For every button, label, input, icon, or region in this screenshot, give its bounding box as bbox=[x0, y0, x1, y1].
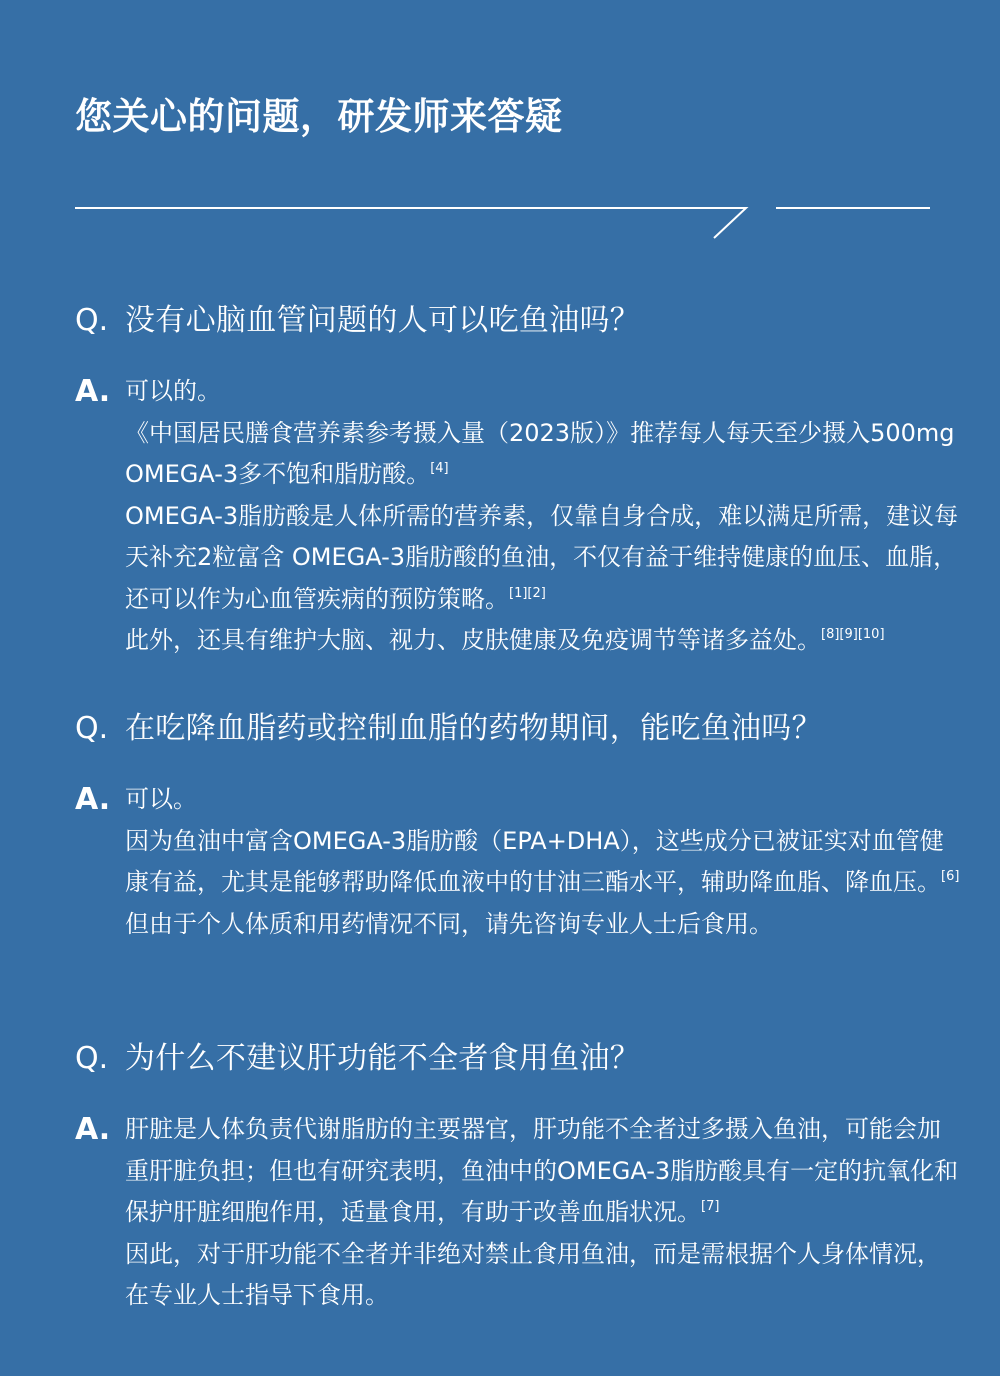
answer-paragraph: 可以。 bbox=[125, 785, 197, 813]
qa-item bbox=[75, 707, 975, 945]
question bbox=[75, 1037, 975, 1081]
question bbox=[75, 707, 975, 751]
question-text: 为什么不建议肝功能不全者食用鱼油？ bbox=[125, 1041, 641, 1076]
answer-paragraph: OMEGA-3脂肪酸是人体所需的营养素，仅靠自身合成，难以满足所需，建议每天补充2粒富含 OMEGA-3脂肪酸的鱼油，不仅有益于维持健康的血压、血脂，还可以作为心血管疾病的预防策略。[1][2] bbox=[125, 501, 959, 613]
answer-paragraph: 肝脏是人体负责代谢脂肪的主要器官，肝功能不全者过多摄入鱼油，可能会加重肝脏负担；但也有研究表明，鱼油中的OMEGA-3脂肪酸具有一定的抗氧化和保护肝脏细胞作用，适量食用，有助于改善血脂状况。[7] bbox=[125, 1115, 959, 1226]
answer bbox=[75, 371, 975, 662]
question-text: 在吃降血脂药或控制血脂的药物期间，能吃鱼油吗？ bbox=[125, 711, 822, 746]
question bbox=[75, 299, 975, 343]
answer bbox=[75, 779, 975, 945]
a-marker: A. bbox=[75, 374, 111, 409]
q-marker: Q. bbox=[75, 303, 109, 338]
citation: [4] bbox=[430, 461, 449, 476]
a-marker: A. bbox=[75, 1112, 111, 1147]
answer-body bbox=[125, 1109, 960, 1317]
citation: [7] bbox=[701, 1199, 720, 1214]
answer-body bbox=[125, 371, 960, 662]
question-text: 没有心脑血管问题的人可以吃鱼油吗？ bbox=[125, 303, 641, 338]
answer-paragraph: 可以的。 bbox=[125, 377, 221, 405]
answer-body bbox=[125, 779, 960, 945]
citation: [8][9][10] bbox=[821, 627, 885, 642]
answer-paragraph: 因此，对于肝功能不全者并非绝对禁止食用鱼油，而是需根据个人身体情况，在专业人士指导下食用。 bbox=[125, 1239, 941, 1309]
citation: [1][2] bbox=[509, 585, 546, 601]
qa-item bbox=[75, 299, 975, 662]
answer bbox=[75, 1109, 975, 1317]
answer-paragraph: 《中国居民膳食营养素参考摄入量（2023版）》推荐每人每天至少摄入500mg OMEGA-3多不饱和脂肪酸。[4] bbox=[125, 418, 955, 488]
page-title: 您关心的问题，研发师来答疑 bbox=[75, 95, 563, 138]
q-marker: Q. bbox=[75, 1041, 109, 1076]
answer-paragraph: 此外，还具有维护大脑、视力、皮肤健康及免疫调节等诸多益处。[8][9][10] bbox=[125, 626, 885, 654]
citation: [6] bbox=[941, 869, 960, 884]
a-marker: A. bbox=[75, 782, 111, 817]
title-divider bbox=[0, 190, 1000, 250]
q-marker: Q. bbox=[75, 711, 109, 746]
qa-item bbox=[75, 1037, 975, 1317]
answer-paragraph: 因为鱼油中富含OMEGA-3脂肪酸（EPA+DHA），这些成分已被证实对血管健康有益，尤其是能够帮助降低血液中的甘油三酯水平，辅助降血脂、降血压。[6] 但由于个人体质和用药情况不同，请先咨询专业人士后食用。 bbox=[125, 826, 960, 938]
